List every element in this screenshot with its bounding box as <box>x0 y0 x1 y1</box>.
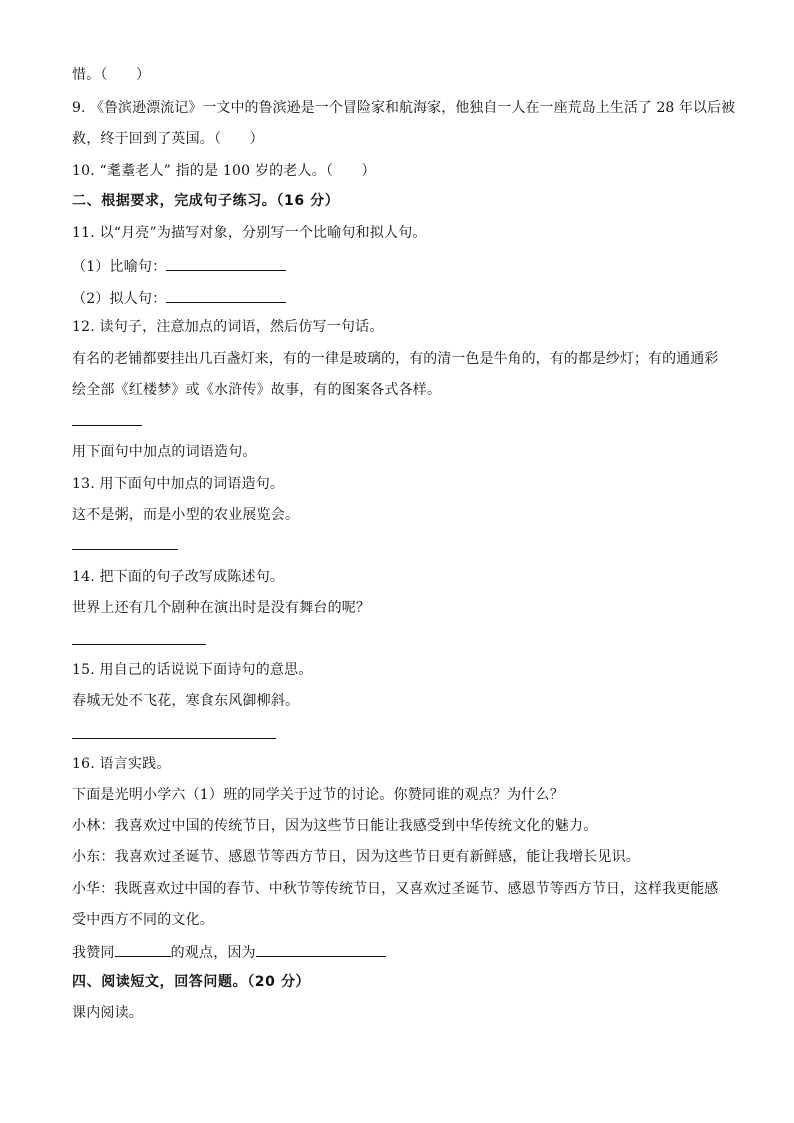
q16-reason-blank[interactable] <box>256 942 386 957</box>
q11-simile-label: （1）比喻句： <box>72 259 167 275</box>
q16-prompt: 16. 语言实践。 <box>72 756 171 772</box>
q16-xiaohua-line-2: 受中西方不同的文化。 <box>72 912 214 928</box>
q9-line-2: 救，终于回到了英国。（ ） <box>72 131 264 147</box>
q11-personification-answer-blank[interactable] <box>166 288 286 303</box>
q9-line-1: 9. 《鲁滨逊漂流记》一文中的鲁滨逊是一个冒险家和航海家，他独自一人在一座荒岛上生活了 28 年以后被 <box>72 100 736 116</box>
q15-prompt: 15. 用自己的话说说下面诗句的意思。 <box>72 662 313 678</box>
q16-xiaohua-line-1: 小华：我既喜欢过中国的春节、中秋节等传统节日，又喜欢过圣诞节、感恩节等西方节日，这样我更能感 <box>72 881 719 897</box>
section-4-heading: 四、阅读短文，回答问题。（20 分） <box>72 974 311 990</box>
q12-answer-line[interactable] <box>72 425 142 426</box>
q16-because-label: 的观点，因为 <box>170 945 256 961</box>
q14-prompt: 14. 把下面的句子改写成陈述句。 <box>72 569 285 585</box>
q14-sentence: 世界上还有几个剧种在演出时是没有舞台的呢？ <box>72 600 371 616</box>
q12-prompt: 12. 读句子，注意加点的词语，然后仿写一句话。 <box>72 319 384 335</box>
section-2-heading: 二、根据要求，完成句子练习。（16 分） <box>72 193 340 209</box>
q15-answer-line[interactable] <box>72 738 276 739</box>
q11-prompt: 11. 以“月亮”为描写对象，分别写一个比喻句和拟人句。 <box>72 225 427 241</box>
q16-agree-label: 我赞同 <box>72 945 115 961</box>
q16-answer-row <box>72 942 386 962</box>
q11-simile-answer-blank[interactable] <box>166 256 286 271</box>
q16-context: 下面是光明小学六（1）班的同学关于过节的讨论。你赞同谁的观点？为什么？ <box>72 787 564 803</box>
q11-personification-label: （2）拟人句： <box>72 291 167 307</box>
q12-instruction: 用下面句中加点的词语造句。 <box>72 444 257 460</box>
q11-personification-row <box>72 288 286 308</box>
q12-passage-line-1: 有名的老铺都要挂出几百盏灯来，有的一律是玻璃的，有的清一色是牛角的，有的都是纱灯；有的通通彩 <box>72 351 719 367</box>
q16-person-blank[interactable] <box>115 942 171 957</box>
in-class-reading-label: 课内阅读。 <box>72 1005 143 1021</box>
q12-passage-line-2: 绘全部《红楼梦》或《水浒传》故事，有的图案各式各样。 <box>72 382 442 398</box>
q16-xiaodong: 小东：我喜欢过圣诞节、感恩节等西方节日，因为这些节日更有新鲜感，能让我增长见识。 <box>72 849 640 865</box>
q13-answer-line[interactable] <box>72 549 178 550</box>
q14-answer-line[interactable] <box>72 644 206 645</box>
q13-sentence: 这不是粥，而是小型的农业展览会。 <box>72 507 300 523</box>
q10: 10. “耄耋老人” 指的是 100 岁的老人。（ ） <box>72 163 376 179</box>
q15-poem: 春城无处不飞花，寒食东风御柳斜。 <box>72 693 300 709</box>
q13-prompt: 13. 用下面句中加点的词语造句。 <box>72 476 285 492</box>
q16-xiaolin: 小林：我喜欢过中国的传统节日，因为这些节日能让我感受到中华传统文化的魅力。 <box>72 818 598 834</box>
q11-simile-row <box>72 256 286 276</box>
q8-continuation: 惜。（ ） <box>72 67 151 83</box>
